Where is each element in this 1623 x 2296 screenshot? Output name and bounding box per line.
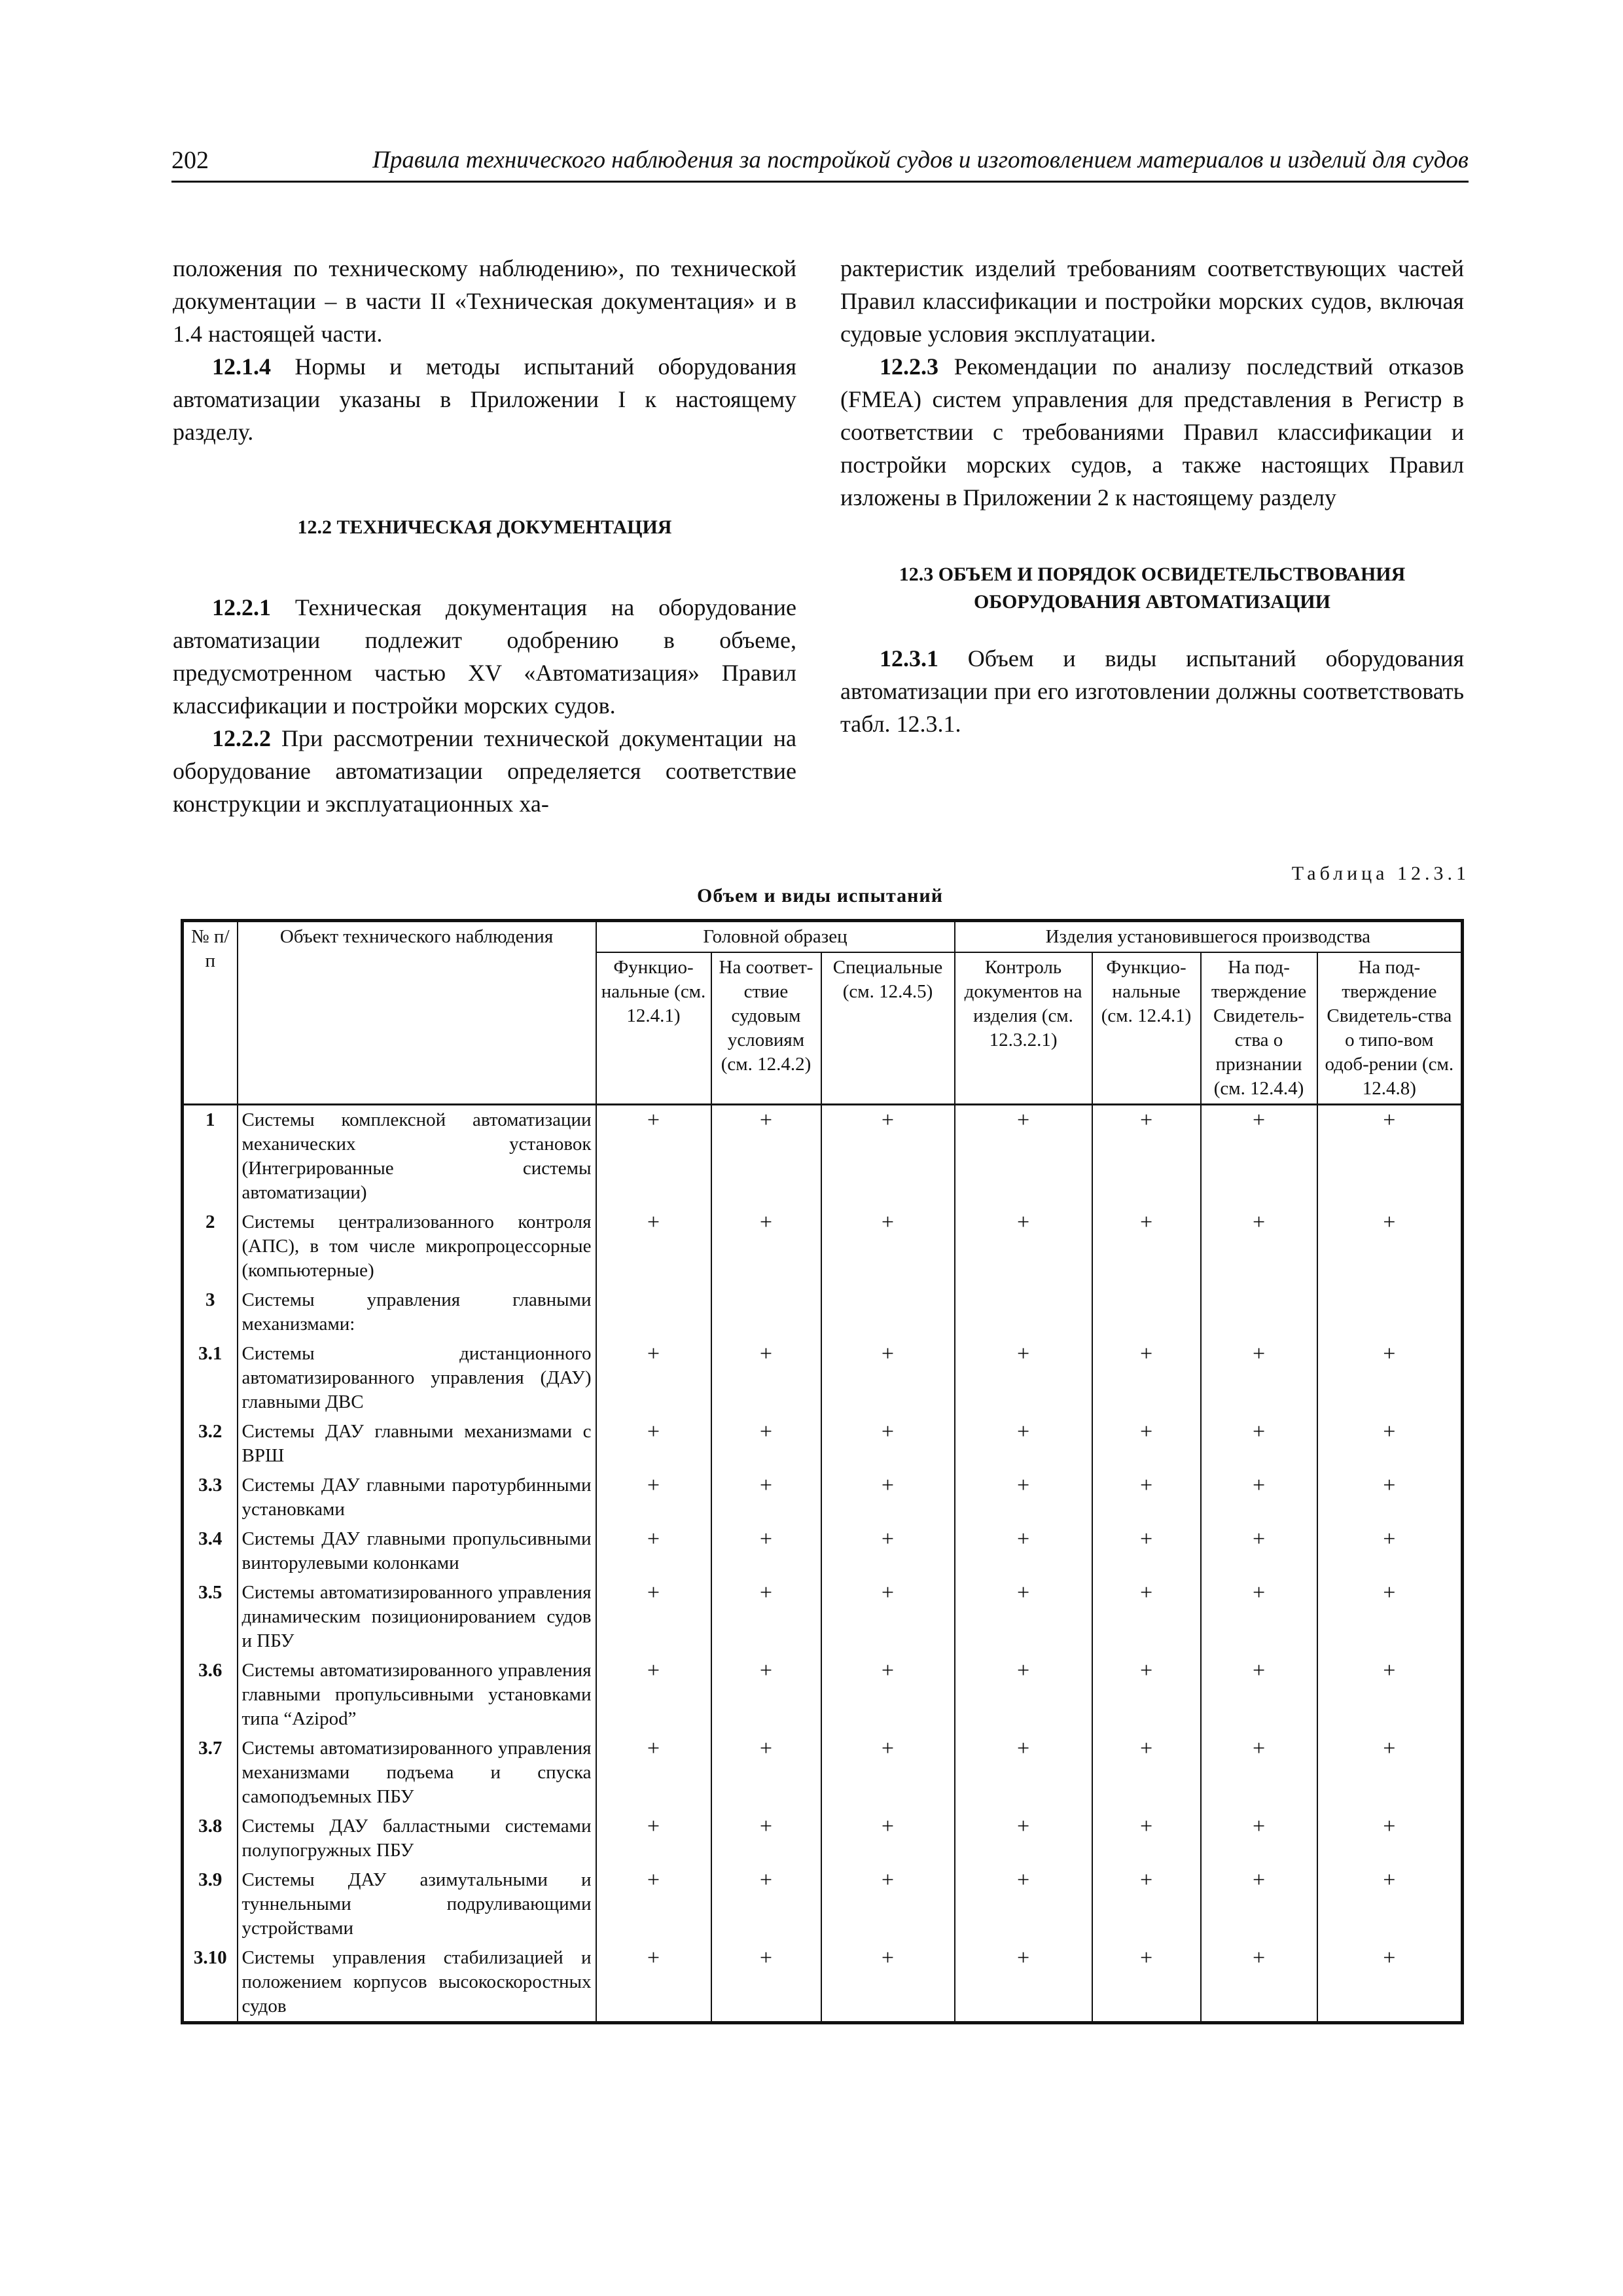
clause-text: Техническая документация на оборудование автоматизации подлежит одобрению в объеме, предусмотренном частью XV «Автоматизация» Правил классификации и постройки морских судов.	[173, 594, 796, 719]
clause-text: Рекомендации по анализу последствий отказов (FMEA) систем управления для представления в Регистр в соответствии с требованиями Правил классификации и постройки морских судов, а также настоящих Правил изложены в Приложении 2 к настоящему разделу	[840, 353, 1464, 511]
test-mark: +	[1317, 1417, 1463, 1471]
test-mark: +	[1317, 1208, 1463, 1285]
table-row	[183, 1943, 1463, 2023]
row-object: Системы автоматизированного управления главными пропульсивными установками типа “Azipod”	[238, 1656, 596, 1734]
test-mark: +	[596, 1578, 711, 1656]
row-number: 3.3	[183, 1471, 238, 1524]
table-row	[183, 1656, 1463, 1734]
test-mark: +	[711, 1417, 821, 1471]
test-mark: +	[955, 1812, 1092, 1865]
clause-number: 12.1.4	[212, 353, 271, 380]
header-col: Функцио-нальные (см. 12.4.1)	[1092, 952, 1201, 1105]
test-mark: +	[1201, 1656, 1317, 1734]
test-mark: +	[1092, 1208, 1201, 1285]
test-mark: +	[1092, 1524, 1201, 1578]
header-col: Контроль документов на изделия (см. 12.3.2.1)	[955, 952, 1092, 1105]
test-mark: +	[1201, 1812, 1317, 1865]
test-mark: +	[1092, 1417, 1201, 1471]
row-object: Системы управления стабилизацией и положением корпусов высокоскоростных судов	[238, 1943, 596, 2023]
test-mark: +	[596, 1943, 711, 2023]
test-mark: +	[1092, 1578, 1201, 1656]
test-mark: +	[711, 1734, 821, 1812]
header-no: № п/п	[183, 921, 238, 1105]
test-mark: +	[955, 1734, 1092, 1812]
test-mark: +	[821, 1524, 955, 1578]
test-mark: +	[821, 1943, 955, 2023]
row-number: 1	[183, 1105, 238, 1208]
tests-table	[181, 919, 1464, 2024]
clause-number: 12.3.1	[880, 645, 938, 672]
test-mark: +	[1317, 1339, 1463, 1417]
test-mark: +	[1317, 1734, 1463, 1812]
clause-text: При рассмотрении технической документации на оборудование автоматизации определяется соответствие конструкции и эксплуатационных ха-	[173, 725, 796, 817]
test-mark: +	[1317, 1105, 1463, 1208]
test-mark	[596, 1285, 711, 1339]
paragraph-12-2-2	[173, 722, 796, 820]
test-mark: +	[1201, 1865, 1317, 1943]
test-mark: +	[955, 1524, 1092, 1578]
table-row	[183, 1524, 1463, 1578]
left-column	[173, 252, 796, 820]
row-number: 3.5	[183, 1578, 238, 1656]
test-mark: +	[596, 1105, 711, 1208]
header-col: На под-тверждение Свидетель-ства о типо-вом одоб-рении (см. 12.4.8)	[1317, 952, 1463, 1105]
paragraph: рактеристик изделий требованиям соответствующих частей Правил классификации и постройки морских судов, включая судовые условия эксплуатации.	[840, 255, 1464, 347]
header-rule	[171, 181, 1469, 183]
test-mark: +	[1092, 1105, 1201, 1208]
header-col: Функцио-нальные (см. 12.4.1)	[596, 952, 711, 1105]
test-mark	[1317, 1285, 1463, 1339]
test-mark: +	[955, 1105, 1092, 1208]
clause-number: 12.2.1	[212, 594, 271, 620]
row-object: Системы управления главными механизмами:	[238, 1285, 596, 1339]
test-mark: +	[596, 1524, 711, 1578]
test-mark: +	[711, 1578, 821, 1656]
test-mark: +	[1317, 1578, 1463, 1656]
row-number: 3.1	[183, 1339, 238, 1417]
test-mark: +	[1317, 1471, 1463, 1524]
test-mark: +	[1201, 1208, 1317, 1285]
test-mark: +	[821, 1339, 955, 1417]
table-label: Таблица 12.3.1	[1291, 863, 1470, 884]
row-object: Системы ДАУ балластными системами полупогружных ПБУ	[238, 1812, 596, 1865]
row-object: Системы ДАУ главными пропульсивными винторулевыми колонками	[238, 1524, 596, 1578]
test-mark: +	[821, 1105, 955, 1208]
test-mark: +	[955, 1943, 1092, 2023]
test-mark: +	[1317, 1812, 1463, 1865]
row-number: 3.6	[183, 1656, 238, 1734]
paragraph: положения по техническому наблюдению», по технической документации – в части II «Техническая документация» и в 1.4 настоящей части.	[173, 255, 796, 347]
test-mark: +	[1092, 1339, 1201, 1417]
test-mark: +	[821, 1865, 955, 1943]
test-mark: +	[955, 1471, 1092, 1524]
test-mark: +	[821, 1734, 955, 1812]
test-mark: +	[821, 1812, 955, 1865]
test-mark: +	[1317, 1524, 1463, 1578]
test-mark: +	[821, 1656, 955, 1734]
row-object: Системы автоматизированного управления динамическим позиционированием судов и ПБУ	[238, 1578, 596, 1656]
table-row	[183, 1339, 1463, 1417]
test-mark: +	[1201, 1578, 1317, 1656]
table-row	[183, 1105, 1463, 1208]
section-title-line: ОБОРУДОВАНИЯ АВТОМАТИЗАЦИИ	[974, 591, 1330, 613]
test-mark: +	[1201, 1105, 1317, 1208]
test-mark: +	[1201, 1943, 1317, 2023]
row-object: Системы централизованного контроля (АПС), в том числе микропроцессорные (компьютерные)	[238, 1208, 596, 1285]
test-mark: +	[1092, 1734, 1201, 1812]
test-mark: +	[821, 1208, 955, 1285]
page-number: 202	[171, 147, 209, 174]
clause-text: Объем и виды испытаний оборудования автоматизации при его изготовлении должны соответствовать табл. 12.3.1.	[840, 645, 1464, 737]
row-object: Системы комплексной автоматизации механических установок (Интегрированные системы автоматизации)	[238, 1105, 596, 1208]
paragraph-12-2-3	[840, 350, 1464, 514]
test-mark: +	[1317, 1656, 1463, 1734]
row-object: Системы автоматизированного управления механизмами подъема и спуска самоподъемных ПБУ	[238, 1734, 596, 1812]
test-mark: +	[711, 1812, 821, 1865]
test-mark: +	[711, 1339, 821, 1417]
test-mark: +	[596, 1656, 711, 1734]
table-body	[183, 1105, 1463, 2023]
test-mark: +	[1317, 1865, 1463, 1943]
test-mark: +	[955, 1865, 1092, 1943]
test-mark: +	[955, 1656, 1092, 1734]
row-number: 3.7	[183, 1734, 238, 1812]
test-mark	[821, 1285, 955, 1339]
test-mark: +	[596, 1471, 711, 1524]
row-number: 3.2	[183, 1417, 238, 1471]
test-mark: +	[711, 1943, 821, 2023]
test-mark: +	[596, 1734, 711, 1812]
row-number: 3.4	[183, 1524, 238, 1578]
test-mark: +	[711, 1656, 821, 1734]
row-number: 2	[183, 1208, 238, 1285]
test-mark: +	[955, 1339, 1092, 1417]
row-number: 3	[183, 1285, 238, 1339]
test-mark: +	[711, 1865, 821, 1943]
header-col: На под-тверждение Свидетель-ства о признании (см. 12.4.4)	[1201, 952, 1317, 1105]
test-mark: +	[596, 1865, 711, 1943]
row-number: 3.8	[183, 1812, 238, 1865]
section-title-12-2: 12.2 ТЕХНИЧЕСКАЯ ДОКУМЕНТАЦИЯ	[297, 516, 672, 538]
section-title-line: 12.3 ОБЪЕМ И ПОРЯДОК ОСВИДЕТЕЛЬСТВОВАНИЯ	[899, 564, 1406, 585]
page-header	[171, 145, 1469, 186]
section-title-12-3	[840, 561, 1464, 616]
test-mark: +	[1201, 1734, 1317, 1812]
test-mark: +	[711, 1471, 821, 1524]
test-mark	[955, 1285, 1092, 1339]
row-object: Системы ДАУ азимутальными и туннельными подруливающими устройствами	[238, 1865, 596, 1943]
row-object: Системы дистанционного автоматизированного управления (ДАУ) главными ДВС	[238, 1339, 596, 1417]
test-mark	[1201, 1285, 1317, 1339]
table-row	[183, 1285, 1463, 1339]
clause-text: Нормы и методы испытаний оборудования автоматизации указаны в Приложении I к настоящему разделу.	[173, 353, 796, 445]
row-object: Системы ДАУ главными механизмами с ВРШ	[238, 1417, 596, 1471]
test-mark: +	[711, 1208, 821, 1285]
test-mark: +	[596, 1208, 711, 1285]
clause-number: 12.2.3	[880, 353, 938, 380]
test-mark: +	[1201, 1417, 1317, 1471]
test-mark: +	[1201, 1471, 1317, 1524]
test-mark: +	[1201, 1339, 1317, 1417]
header-group-serial: Изделия установившегося производства	[955, 921, 1463, 953]
test-mark: +	[1092, 1865, 1201, 1943]
running-title: Правила технического наблюдения за постройкой судов и изготовлением материалов и изделий для судов	[372, 147, 1469, 173]
table-row	[183, 1208, 1463, 1285]
test-mark: +	[955, 1208, 1092, 1285]
paragraph-12-3-1	[840, 642, 1464, 740]
test-mark: +	[1092, 1943, 1201, 2023]
table-row	[183, 1734, 1463, 1812]
row-number: 3.10	[183, 1943, 238, 2023]
table-caption: Объем и виды испытаний	[697, 885, 943, 906]
table-row	[183, 1865, 1463, 1943]
test-mark: +	[1092, 1471, 1201, 1524]
test-mark: +	[1092, 1812, 1201, 1865]
test-mark	[1092, 1285, 1201, 1339]
right-column	[840, 252, 1464, 740]
test-mark: +	[821, 1471, 955, 1524]
paragraph-12-1-4	[173, 350, 796, 448]
table-row	[183, 1417, 1463, 1471]
table-row	[183, 1471, 1463, 1524]
test-mark: +	[955, 1417, 1092, 1471]
test-mark: +	[955, 1578, 1092, 1656]
table-header-row	[183, 921, 1463, 953]
test-mark: +	[821, 1578, 955, 1656]
test-mark: +	[711, 1524, 821, 1578]
test-mark: +	[1092, 1656, 1201, 1734]
test-mark: +	[596, 1417, 711, 1471]
test-mark: +	[596, 1339, 711, 1417]
test-mark: +	[1317, 1943, 1463, 2023]
header-col: На соответ-ствие судовым условиям (см. 12.4.2)	[711, 952, 821, 1105]
paragraph-12-2-1	[173, 591, 796, 722]
header-group-prototype: Головной образец	[596, 921, 955, 953]
table-row	[183, 1812, 1463, 1865]
test-mark: +	[1201, 1524, 1317, 1578]
test-mark: +	[821, 1417, 955, 1471]
test-mark	[711, 1285, 821, 1339]
row-number: 3.9	[183, 1865, 238, 1943]
header-object: Объект технического наблюдения	[238, 921, 596, 1105]
test-mark: +	[711, 1105, 821, 1208]
test-mark: +	[596, 1812, 711, 1865]
table-row	[183, 1578, 1463, 1656]
header-col: Специальные (см. 12.4.5)	[821, 952, 955, 1105]
clause-number: 12.2.2	[212, 725, 271, 751]
row-object: Системы ДАУ главными паротурбинными установками	[238, 1471, 596, 1524]
